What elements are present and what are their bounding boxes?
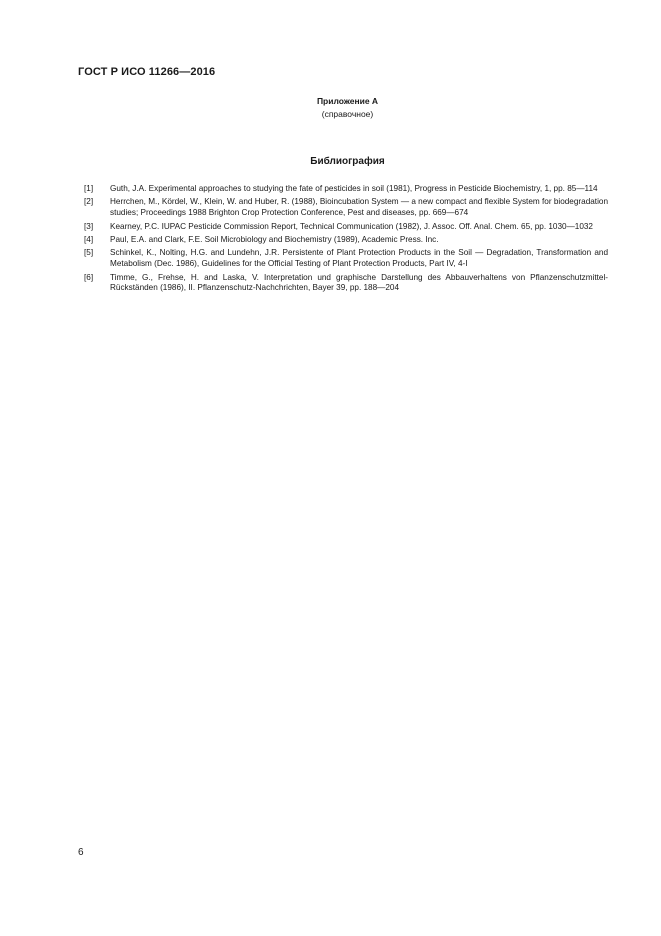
reference-number: [2] — [84, 197, 94, 207]
reference-item — [84, 248, 608, 270]
reference-text: Guth, J.A. Experimental approaches to studying the fate of pesticides in soil (1981), Progress in Pesticide Biochemistry, 1, pp. 85—114 — [110, 184, 598, 193]
reference-text: Schinkel, K., Nolting, H.G. and Lundehn, J.R. Persistente of Plant Protection Products in the Soil — Degradation, Transformation and Metabolism (Dec. 1986), Guidelines for the Official Testing of Plant Protection Products, Part IV, 4-I — [110, 248, 608, 269]
reference-number: [4] — [84, 234, 94, 244]
reference-number: [3] — [84, 221, 94, 231]
reference-text: Herrchen, M., Kördel, W., Klein, W. and Huber, R. (1988), Bioincubation System — a new compact and flexible System for biodegradation studies; Proceedings 1988 Brighton Crop Protection Conference, Pest and diseases, pp. 669—674 — [110, 197, 608, 218]
appendix-title: Приложение А — [316, 96, 379, 106]
reference-item — [84, 222, 608, 233]
reference-number: [5] — [84, 248, 94, 258]
reference-item — [84, 235, 608, 246]
reference-item — [84, 184, 608, 195]
appendix-subtitle: (справочное) — [321, 109, 374, 119]
bibliography-heading — [0, 156, 661, 167]
reference-number: [6] — [84, 272, 94, 282]
reference-list — [84, 184, 608, 297]
reference-text: Timme, G., Frehse, H. and Laska, V. Interpretation und graphische Darstellung des Abbauverhaltens von Pflanzenschutzmittel-Rückständen (1986), II. Pflanzenschutz-Nachchrichten, Bayer 39, pp. 188—204 — [110, 272, 608, 293]
reference-text: Kearney, P.C. IUPAC Pesticide Commission Report, Technical Communication (1982), J. Assoc. Off. Anal. Chem. 65, pp. 1030—1032 — [110, 221, 593, 231]
appendix-heading — [0, 95, 661, 121]
reference-number: [1] — [84, 184, 94, 193]
reference-text: Paul, E.A. and Clark, F.E. Soil Microbiology and Biochemistry (1989), Academic Press. Inc. — [110, 234, 439, 244]
bibliography-title: Библиография — [310, 156, 385, 167]
page-number: 6 — [78, 847, 84, 858]
reference-item — [84, 197, 608, 219]
reference-item — [84, 273, 608, 295]
document-code: ГОСТ Р ИСО 11266—2016 — [78, 66, 216, 78]
